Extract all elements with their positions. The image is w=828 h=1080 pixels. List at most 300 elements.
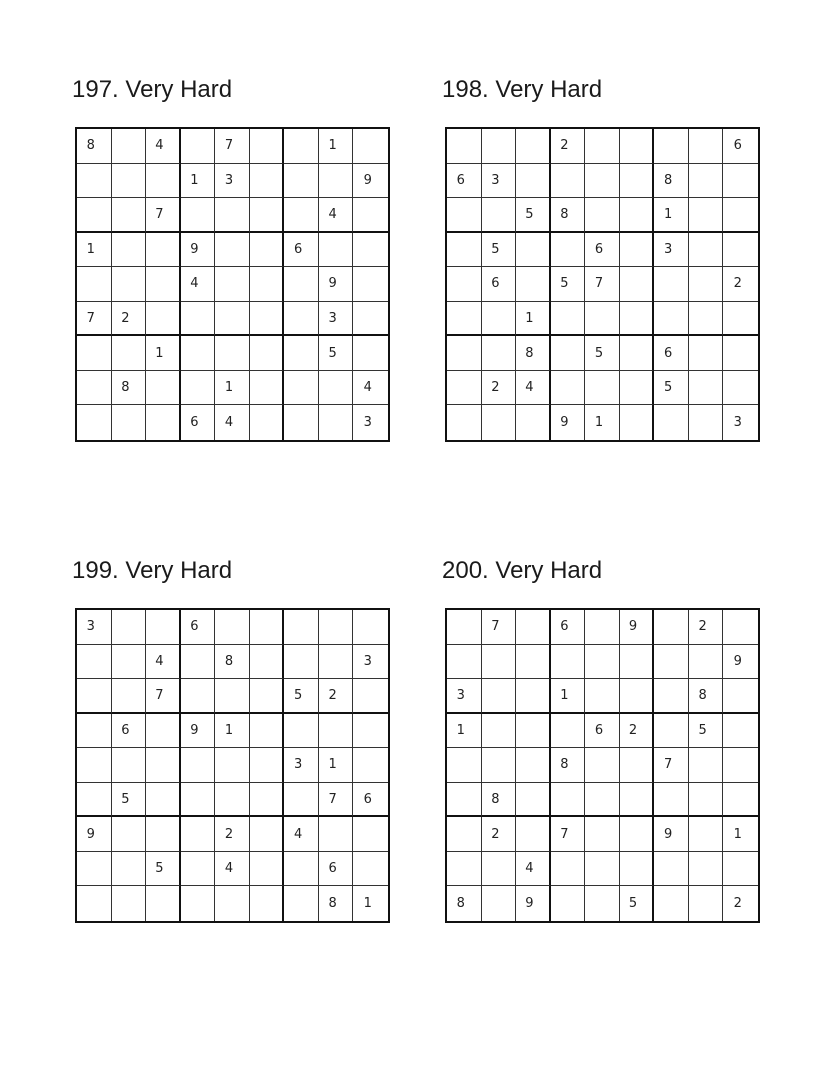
sudoku-cell: [482, 852, 517, 887]
cell-digit: 9: [328, 276, 337, 292]
sudoku-cell: [654, 405, 689, 440]
sudoku-cell: [620, 610, 655, 645]
cell-digit: 7: [328, 791, 337, 807]
sudoku-cell: [146, 783, 181, 818]
sudoku-cell: [551, 198, 586, 233]
cell-digit: 4: [224, 861, 234, 877]
sudoku-cell: [250, 610, 285, 645]
sudoku-cell: [551, 336, 586, 371]
sudoku-cell: [319, 645, 354, 680]
sudoku-cell: [482, 129, 517, 164]
sudoku-cell: [551, 371, 586, 406]
sudoku-cell: [146, 233, 181, 268]
sudoku-cell: [620, 714, 655, 749]
sudoku-cell: [689, 886, 724, 921]
sudoku-cell: [77, 783, 112, 818]
sudoku-cell: [447, 129, 482, 164]
sudoku-cell: [250, 679, 285, 714]
cell-digit: 6: [121, 722, 130, 738]
sudoku-cell: [112, 714, 147, 749]
sudoku-cell: [77, 645, 112, 680]
cell-digit: 4: [525, 861, 534, 877]
sudoku-cell: [146, 817, 181, 852]
cell-digit: 1: [663, 206, 673, 222]
cell-digit: 3: [733, 415, 742, 431]
sudoku-cell: [353, 405, 388, 440]
sudoku-cell: [319, 371, 354, 406]
sudoku-cell: [250, 198, 285, 233]
sudoku-cell: [319, 233, 354, 268]
sudoku-cell: [112, 679, 147, 714]
sudoku-cell: [482, 336, 517, 371]
sudoku-cell: [654, 886, 689, 921]
sudoku-cell: [723, 405, 758, 440]
cell-digit: 8: [121, 380, 130, 396]
sudoku-cell: [319, 817, 354, 852]
cell-digit: 7: [560, 826, 569, 842]
sudoku-cell: [482, 783, 517, 818]
cell-digit: 4: [155, 138, 164, 154]
sudoku-cell: [284, 267, 319, 302]
sudoku-cell: [284, 233, 319, 268]
sudoku-cell: [723, 336, 758, 371]
sudoku-cell: [654, 852, 689, 887]
sudoku-cell: [551, 233, 586, 268]
sudoku-cell: [585, 645, 620, 680]
sudoku-cell: [620, 336, 655, 371]
cell-digit: 2: [733, 276, 742, 292]
sudoku-cell: [723, 748, 758, 783]
cell-digit: 9: [628, 619, 638, 635]
sudoku-cell: [284, 610, 319, 645]
cell-digit: 7: [491, 619, 500, 635]
sudoku-cell: [215, 852, 250, 887]
cell-digit: 7: [86, 310, 95, 326]
sudoku-cell: [585, 610, 620, 645]
sudoku-cell: [723, 371, 758, 406]
puzzle-200: [442, 556, 762, 912]
sudoku-cell: [516, 164, 551, 199]
cell-digit: 6: [363, 791, 372, 807]
sudoku-cell: [689, 198, 724, 233]
sudoku-cell: [447, 164, 482, 199]
sudoku-cell: [284, 679, 319, 714]
cell-digit: 5: [594, 345, 604, 361]
sudoku-cell: [585, 886, 620, 921]
sudoku-cell: [620, 783, 655, 818]
sudoku-cell: [516, 783, 551, 818]
sudoku-cell: [215, 886, 250, 921]
sudoku-cell: [585, 405, 620, 440]
sudoku-cell: [146, 679, 181, 714]
sudoku-cell: [146, 714, 181, 749]
sudoku-cell: [482, 748, 517, 783]
sudoku-cell: [620, 129, 655, 164]
cell-digit: 5: [628, 896, 638, 912]
sudoku-cell: [181, 783, 216, 818]
cell-digit: 1: [224, 722, 234, 738]
sudoku-cell: [319, 198, 354, 233]
sudoku-cell: [551, 886, 586, 921]
sudoku-cell: [77, 886, 112, 921]
sudoku-cell: [482, 164, 517, 199]
cell-digit: 6: [491, 276, 500, 292]
sudoku-cell: [250, 164, 285, 199]
sudoku-cell: [551, 267, 586, 302]
sudoku-cell: [112, 267, 147, 302]
sudoku-cell: [689, 164, 724, 199]
cell-digit: 6: [663, 345, 673, 361]
sudoku-cell: [284, 302, 319, 337]
sudoku-cell: [447, 302, 482, 337]
sudoku-cell: [482, 817, 517, 852]
sudoku-cell: [689, 405, 724, 440]
cell-digit: 1: [155, 345, 164, 361]
sudoku-cell: [215, 405, 250, 440]
sudoku-cell: [482, 405, 517, 440]
cell-digit: 4: [155, 653, 164, 669]
cell-digit: 6: [190, 619, 199, 635]
sudoku-cell: [447, 233, 482, 268]
cell-digit: 5: [525, 206, 534, 222]
cell-digit: 7: [663, 757, 673, 773]
sudoku-cell: [250, 129, 285, 164]
cell-digit: 6: [293, 241, 303, 257]
sudoku-cell: [284, 371, 319, 406]
sudoku-cell: [112, 405, 147, 440]
cell-digit: 4: [525, 380, 534, 396]
sudoku-cell: [620, 164, 655, 199]
sudoku-cell: [516, 817, 551, 852]
sudoku-cell: [284, 164, 319, 199]
sudoku-cell: [482, 610, 517, 645]
sudoku-cell: [654, 164, 689, 199]
sudoku-cell: [146, 852, 181, 887]
sudoku-cell: [146, 645, 181, 680]
sudoku-cell: [250, 302, 285, 337]
sudoku-cell: [482, 714, 517, 749]
cell-digit: 3: [663, 241, 673, 257]
sudoku-cell: [112, 886, 147, 921]
sudoku-cell: [112, 336, 147, 371]
sudoku-cell: [215, 164, 250, 199]
cell-digit: 8: [456, 896, 465, 912]
sudoku-cell: [620, 198, 655, 233]
cell-digit: 3: [363, 415, 372, 431]
cell-digit: 1: [86, 241, 95, 257]
cell-digit: 2: [491, 380, 500, 396]
sudoku-cell: [620, 405, 655, 440]
cell-digit: 6: [594, 241, 604, 257]
sudoku-cell: [447, 852, 482, 887]
sudoku-cell: [353, 302, 388, 337]
sudoku-cell: [215, 302, 250, 337]
sudoku-cell: [215, 645, 250, 680]
sudoku-cell: [112, 129, 147, 164]
sudoku-cell: [654, 610, 689, 645]
sudoku-cell: [620, 645, 655, 680]
cell-digit: 8: [698, 687, 707, 703]
cell-digit: 6: [190, 415, 199, 431]
sudoku-cell: [146, 302, 181, 337]
sudoku-cell: [689, 302, 724, 337]
sudoku-cell: [215, 267, 250, 302]
sudoku-cell: [215, 817, 250, 852]
sudoku-cell: [516, 679, 551, 714]
cell-digit: 6: [456, 172, 465, 188]
sudoku-cell: [215, 610, 250, 645]
sudoku-grid: [75, 608, 390, 923]
sudoku-cell: [551, 164, 586, 199]
cell-digit: 7: [155, 687, 164, 703]
sudoku-cell: [723, 817, 758, 852]
cell-digit: 5: [560, 276, 569, 292]
sudoku-cell: [319, 610, 354, 645]
sudoku-cell: [482, 679, 517, 714]
puzzle-title: 198. Very Hard: [442, 76, 603, 103]
sudoku-cell: [585, 783, 620, 818]
sudoku-cell: [319, 405, 354, 440]
sudoku-cell: [250, 645, 285, 680]
sudoku-cell: [689, 783, 724, 818]
sudoku-cell: [447, 371, 482, 406]
sudoku-cell: [146, 267, 181, 302]
sudoku-cell: [689, 645, 724, 680]
sudoku-cell: [250, 852, 285, 887]
sudoku-cell: [181, 748, 216, 783]
cell-digit: 3: [224, 172, 234, 188]
sudoku-cell: [353, 714, 388, 749]
sudoku-cell: [181, 405, 216, 440]
sudoku-cell: [77, 852, 112, 887]
sudoku-cell: [689, 679, 724, 714]
sudoku-cell: [516, 405, 551, 440]
cell-digit: 3: [456, 687, 465, 703]
cell-digit: 2: [628, 722, 638, 738]
sudoku-cell: [215, 129, 250, 164]
sudoku-cell: [585, 198, 620, 233]
sudoku-cell: [482, 198, 517, 233]
sudoku-cell: [482, 645, 517, 680]
sudoku-cell: [319, 852, 354, 887]
sudoku-cell: [181, 610, 216, 645]
sudoku-cell: [723, 886, 758, 921]
sudoku-cell: [654, 748, 689, 783]
sudoku-cell: [516, 267, 551, 302]
sudoku-cell: [516, 714, 551, 749]
sudoku-cell: [77, 405, 112, 440]
cell-digit: 9: [190, 241, 199, 257]
cell-digit: 9: [663, 826, 673, 842]
cell-digit: 7: [224, 138, 234, 154]
sudoku-cell: [146, 610, 181, 645]
cell-digit: 3: [293, 757, 303, 773]
cell-digit: 2: [121, 310, 130, 326]
sudoku-cell: [620, 371, 655, 406]
sudoku-cell: [77, 371, 112, 406]
puzzle-title: 197. Very Hard: [72, 76, 233, 103]
sudoku-cell: [319, 714, 354, 749]
sudoku-cell: [551, 817, 586, 852]
cell-digit: 2: [560, 138, 569, 154]
sudoku-cell: [516, 198, 551, 233]
cell-digit: 8: [560, 757, 569, 773]
cell-digit: 1: [224, 380, 234, 396]
sudoku-cell: [112, 645, 147, 680]
sudoku-cell: [146, 164, 181, 199]
cell-digit: 1: [328, 757, 337, 773]
sudoku-cell: [585, 233, 620, 268]
sudoku-cell: [112, 852, 147, 887]
sudoku-cell: [319, 267, 354, 302]
cell-digit: 9: [363, 172, 372, 188]
sudoku-cell: [447, 645, 482, 680]
sudoku-cell: [215, 748, 250, 783]
sudoku-cell: [181, 371, 216, 406]
cell-digit: 7: [155, 206, 164, 222]
sudoku-cell: [723, 267, 758, 302]
sudoku-cell: [353, 371, 388, 406]
sudoku-cell: [181, 164, 216, 199]
sudoku-cell: [551, 302, 586, 337]
sudoku-cell: [723, 645, 758, 680]
sudoku-cell: [146, 198, 181, 233]
sudoku-cell: [689, 852, 724, 887]
cell-digit: 1: [560, 687, 569, 703]
cell-digit: 8: [663, 172, 673, 188]
sudoku-cell: [250, 714, 285, 749]
sudoku-cell: [516, 748, 551, 783]
cell-digit: 2: [328, 687, 337, 703]
sudoku-cell: [689, 267, 724, 302]
sudoku-cell: [353, 164, 388, 199]
sudoku-cell: [353, 679, 388, 714]
cell-digit: 8: [491, 791, 500, 807]
sudoku-cell: [250, 783, 285, 818]
sudoku-cell: [585, 267, 620, 302]
sudoku-cell: [447, 714, 482, 749]
sudoku-cell: [585, 852, 620, 887]
sudoku-cell: [353, 783, 388, 818]
sudoku-cell: [215, 336, 250, 371]
cell-digit: 8: [328, 896, 337, 912]
cell-digit: 4: [224, 415, 234, 431]
sudoku-cell: [654, 371, 689, 406]
cell-digit: 1: [456, 722, 465, 738]
sudoku-cell: [353, 886, 388, 921]
sudoku-cell: [284, 783, 319, 818]
cell-digit: 9: [86, 826, 95, 842]
cell-digit: 9: [190, 722, 199, 738]
sudoku-cell: [654, 233, 689, 268]
sudoku-cell: [215, 371, 250, 406]
cell-digit: 5: [293, 687, 303, 703]
cell-digit: 9: [560, 415, 569, 431]
sudoku-cell: [353, 336, 388, 371]
sudoku-cell: [353, 645, 388, 680]
sudoku-cell: [112, 610, 147, 645]
sudoku-cell: [585, 714, 620, 749]
sudoku-cell: [319, 783, 354, 818]
sudoku-cell: [689, 129, 724, 164]
cell-digit: 1: [363, 896, 372, 912]
sudoku-cell: [77, 336, 112, 371]
cell-digit: 8: [86, 138, 95, 154]
sudoku-cell: [723, 852, 758, 887]
cell-digit: 9: [525, 896, 534, 912]
sudoku-cell: [77, 748, 112, 783]
sudoku-cell: [181, 267, 216, 302]
sudoku-cell: [146, 405, 181, 440]
sudoku-cell: [620, 679, 655, 714]
sudoku-cell: [585, 164, 620, 199]
sudoku-cell: [77, 302, 112, 337]
sudoku-cell: [585, 302, 620, 337]
cell-digit: 6: [594, 722, 604, 738]
sudoku-grid: [445, 127, 760, 442]
sudoku-cell: [284, 886, 319, 921]
sudoku-cell: [447, 748, 482, 783]
sudoku-cell: [146, 748, 181, 783]
cell-digit: 4: [328, 206, 337, 222]
cell-digit: 8: [560, 206, 569, 222]
sudoku-cell: [447, 886, 482, 921]
sudoku-cell: [620, 748, 655, 783]
sudoku-cell: [284, 336, 319, 371]
sudoku-grid: [75, 127, 390, 442]
sudoku-cell: [181, 233, 216, 268]
sudoku-cell: [112, 748, 147, 783]
sudoku-cell: [516, 645, 551, 680]
sudoku-cell: [215, 233, 250, 268]
sudoku-cell: [551, 714, 586, 749]
cell-digit: 2: [224, 826, 234, 842]
sudoku-cell: [250, 405, 285, 440]
cell-digit: 1: [733, 826, 742, 842]
sudoku-cell: [447, 817, 482, 852]
sudoku-cell: [353, 198, 388, 233]
sudoku-cell: [551, 405, 586, 440]
sudoku-cell: [181, 886, 216, 921]
cell-digit: 4: [293, 826, 303, 842]
sudoku-cell: [689, 371, 724, 406]
sudoku-cell: [250, 886, 285, 921]
sudoku-cell: [284, 405, 319, 440]
sudoku-cell: [654, 783, 689, 818]
sudoku-cell: [353, 852, 388, 887]
sudoku-cell: [77, 817, 112, 852]
sudoku-grid: [445, 608, 760, 923]
sudoku-cell: [620, 233, 655, 268]
sudoku-cell: [319, 164, 354, 199]
cell-digit: 6: [328, 861, 337, 877]
sudoku-cell: [620, 852, 655, 887]
sudoku-cell: [689, 817, 724, 852]
sudoku-cell: [112, 817, 147, 852]
sudoku-cell: [723, 679, 758, 714]
cell-digit: 5: [491, 241, 500, 257]
sudoku-cell: [654, 817, 689, 852]
sudoku-cell: [284, 129, 319, 164]
cell-digit: 5: [155, 861, 164, 877]
sudoku-cell: [551, 129, 586, 164]
sudoku-cell: [516, 233, 551, 268]
cell-digit: 6: [733, 138, 742, 154]
sudoku-cell: [284, 198, 319, 233]
sudoku-cell: [215, 714, 250, 749]
sudoku-cell: [447, 267, 482, 302]
sudoku-cell: [284, 714, 319, 749]
